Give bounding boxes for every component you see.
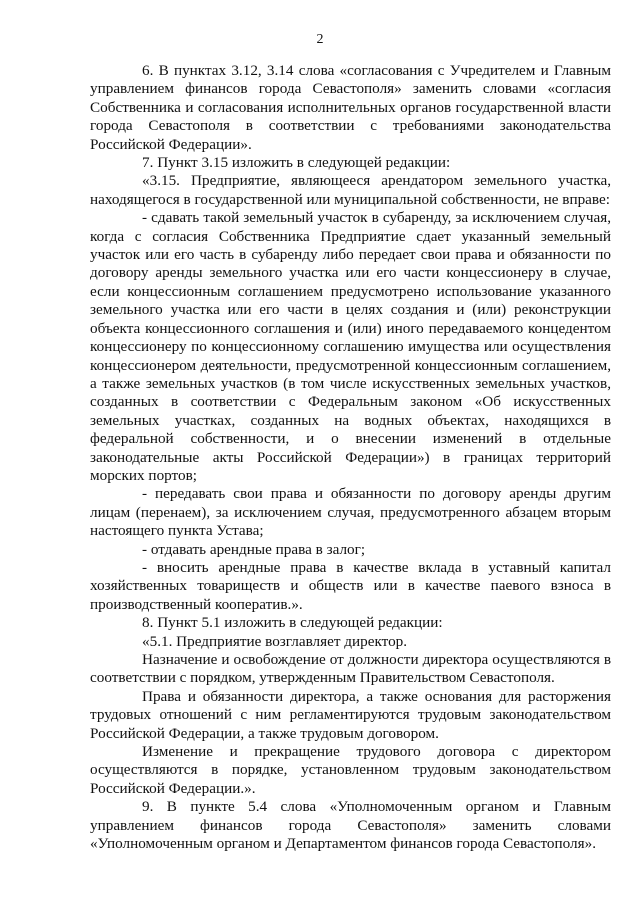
paragraph-contract-termination: Изменение и прекращение трудового договора с директором осуществляются в порядке, установленном трудовым законодательством Российской Федерации.». <box>90 743 611 797</box>
paragraph-pledge-clause: - отдавать арендные права в залог; <box>142 540 366 558</box>
paragraph-3-15-intro: «3.15. Предприятие, являющееся арендатором земельного участка, находящегося в государственной или муниципальной собственности, не вправе: <box>90 172 611 208</box>
paragraph-item-8-heading: 8. Пункт 5.1 изложить в следующей редакции: <box>142 614 443 632</box>
paragraph-item-6: 6. В пунктах 3.12, 3.14 слова «согласования с Учредителем и Главным управлением финансов города Севастополя» заменить словами «согласия Собственника и согласования исполнительных органов государственной власти города Севастополя в соответствии с требованиями законодательства Российской Федерации». <box>90 62 611 153</box>
paragraph-transfer-rights-clause: - передавать свои права и обязанности по договору аренды другим лицам (перенаем), за исключением случая, предусмотренного абзацем вторым настоящего пункта Устава; <box>90 485 611 540</box>
paragraph-director-rights: Права и обязанности директора, а также основания для расторжения трудовых отношений с ним регламентируются трудовым законодательством Российской Федерации, а также трудовым договором. <box>90 687 611 742</box>
document-body <box>90 62 611 853</box>
paragraph-director-appointment: Назначение и освобождение от должности директора осуществляются в соответствии с порядком, утвержденным Правительством Севастополя. <box>90 651 611 687</box>
paragraph-sublease-clause: - сдавать такой земельный участок в субаренду, за исключением случая, когда с согласия Собственника Предприятие сдает указанный земельный участок или его часть в субаренду либо передает свои права и обязанности по договору аренды земельного участка или его части концессионеру в случае, если концессионным соглашением предусмотрено использование указанного земельного участка или его части в целях создания и (или) реконструкции объекта концессионного соглашения и (или) иного передаваемого концедентом концессионеру по концессионному соглашению имущества или осуществления концессионером деятельности, предусмотренной концессионным соглашением, а также земельных участков (в том числе искусственных земельных участков, созданных в соответствии с Федеральным законом «Об искусственных земельных участках, созданных на водных объектах, находящихся в федеральной собственности, и о внесении изменений в отдельные законодательные акты Российской Федерации») в границах территорий морских портов; <box>90 209 611 484</box>
paragraph-5-1-intro: «5.1. Предприятие возглавляет директор. <box>142 632 408 650</box>
paragraph-item-7-heading: 7. Пункт 3.15 изложить в следующей редакции: <box>142 154 451 172</box>
paragraph-contribution-clause: - вносить арендные права в качестве вклада в уставный капитал хозяйственных товариществ и обществ или в качестве паевого взноса в производственный кооператив.». <box>90 558 611 613</box>
page-number: 2 <box>316 32 324 47</box>
paragraph-item-9: 9. В пункте 5.4 слова «Уполномоченным органом и Главным управлением финансов города Севастополя» заменить словами «Уполномоченным органом и Департаментом финансов города Севастополя». <box>90 798 611 853</box>
